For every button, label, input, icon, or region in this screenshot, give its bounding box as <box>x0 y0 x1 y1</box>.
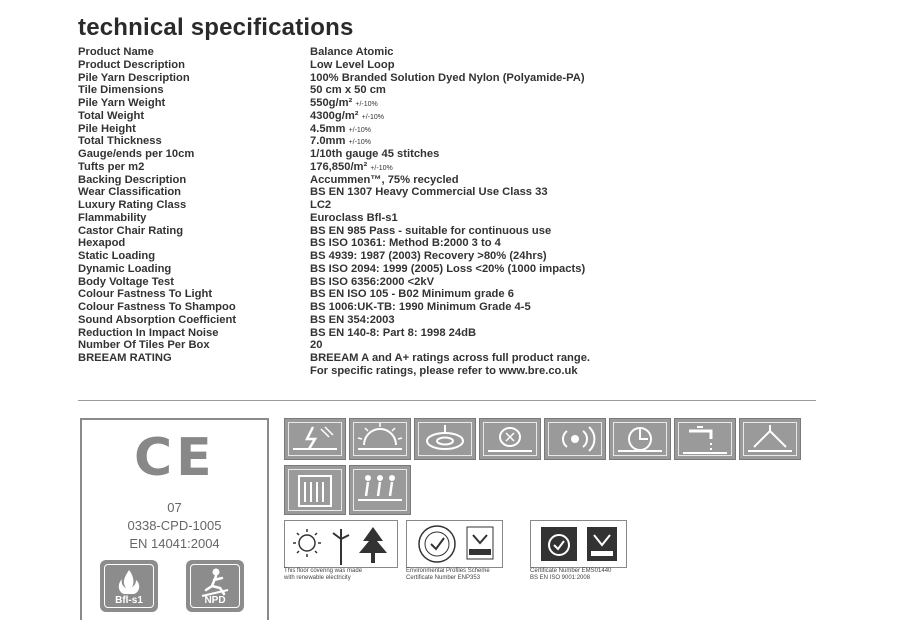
spec-row <box>78 97 818 110</box>
ce-year: 07 <box>167 500 182 515</box>
spec-value: 50 cm x 50 cm <box>310 84 386 97</box>
page-title: technical specifications <box>78 14 354 41</box>
spec-label: Pile Yarn Weight <box>78 97 166 109</box>
spec-value: 1/10th gauge 45 stitches <box>310 148 440 160</box>
spec-tolerance: +/-10% <box>348 126 371 134</box>
spec-row <box>78 250 818 263</box>
spec-row <box>78 276 818 289</box>
spec-row <box>78 288 818 301</box>
spec-value: Accummen™, 75% recycled <box>310 173 459 186</box>
spec-label: BREEAM RATING <box>78 352 172 364</box>
spec-tolerance: +/-10% <box>361 113 384 121</box>
spec-value: 176,850/m² +/-10% <box>310 160 393 173</box>
spec-value: Low Level Loop <box>310 58 395 71</box>
spec-value: LC2 <box>310 199 332 211</box>
spec-value: BS ISO 2094: 1999 (2005) Loss <20% (1000 impacts) <box>310 262 586 275</box>
spec-value: For specific ratings, please refer to www.bre.co.uk <box>310 364 578 377</box>
spec-value: BS EN ISO 105 - B02 Minimum grade 6 <box>310 288 514 301</box>
spec-label: Colour Fastness To Light <box>78 288 213 301</box>
light-fastness-icon <box>284 418 346 460</box>
spec-value: BS EN 140-8: Part 8: 1998 24dB <box>310 326 477 339</box>
spec-value: 7.0mm +/-10% <box>310 135 371 148</box>
renewable-energy-logo <box>284 520 398 568</box>
spec-value: BS EN 985 Pass - suitable for continuous use <box>310 224 552 237</box>
spec-value: Balance Atomic <box>310 46 394 58</box>
spec-row <box>78 84 818 97</box>
spec-label: Backing Description <box>78 173 187 186</box>
spec-row <box>78 186 818 199</box>
npd-label: NPD <box>204 595 226 606</box>
spec-label: Castor Chair Rating <box>78 224 184 237</box>
spec-row <box>78 339 818 352</box>
spec-row <box>78 352 818 365</box>
spec-row <box>78 110 818 123</box>
spec-label: Reduction In Impact Noise <box>78 326 219 339</box>
spec-label: Total Thickness <box>78 135 162 148</box>
environmental-profile-logo <box>406 520 503 568</box>
spec-value: 4300g/m² +/-10% <box>310 109 384 122</box>
spec-row <box>78 212 818 225</box>
spec-row <box>78 327 818 340</box>
spec-value: BREEAM A and A+ ratings across full product range. <box>310 352 591 364</box>
spec-label: Pile Yarn Description <box>78 71 190 84</box>
spec-row <box>78 225 818 238</box>
spec-label: Tile Dimensions <box>78 84 164 97</box>
spec-value: BS 4939: 1987 (2003) Recovery >80% (24hrs) <box>310 250 547 262</box>
sun-icon <box>349 418 411 460</box>
acoustic-icon <box>414 418 476 460</box>
spec-label: Number Of Tiles Per Box <box>78 339 210 352</box>
renewable-caption-2: with renewable electricity <box>284 575 351 581</box>
spec-label: Total Weight <box>78 109 145 122</box>
spec-row <box>78 199 818 212</box>
specifications-table <box>78 46 818 378</box>
spec-tolerance: +/-10% <box>370 164 393 172</box>
spec-row <box>78 123 818 136</box>
spec-label: Pile Height <box>78 122 136 135</box>
spec-label: Body Voltage Test <box>78 275 174 288</box>
spec-row <box>78 301 818 314</box>
spec-row <box>78 59 818 72</box>
spec-label: Tufts per m2 <box>78 160 145 173</box>
spec-label: Product Name <box>78 46 154 58</box>
ems-caption-2: Certificate Number ENP353 <box>406 575 481 581</box>
spec-row <box>78 135 818 148</box>
spec-value: 550g/m² +/-10% <box>310 97 378 109</box>
ce-mark: CE <box>134 428 216 488</box>
spec-label: Static Loading <box>78 250 156 262</box>
spec-row <box>78 148 818 161</box>
spec-label: Hexapod <box>78 237 126 250</box>
spec-label: Colour Fastness To Shampoo <box>78 301 236 313</box>
spec-value: BS 1006:UK-TB: 1990 Minimum Grade 4-5 <box>310 301 531 313</box>
spec-value: 20 <box>310 339 323 352</box>
spec-row <box>78 314 818 327</box>
ems-caption-1: Environmental Profiles Scheme <box>406 568 490 574</box>
renewable-caption-1: This floor covering was made <box>284 568 363 574</box>
spec-value: 4.5mm +/-10% <box>310 122 371 135</box>
npd-badge <box>186 560 244 612</box>
fire-rating-label: Bfl-s1 <box>115 595 143 606</box>
spec-value: BS EN 1307 Heavy Commercial Use Class 33 <box>310 186 548 199</box>
bsi-ukas-logo <box>530 520 627 568</box>
spec-label <box>78 365 310 378</box>
static-loading-icon <box>739 418 801 460</box>
spec-label: Luxury Rating Class <box>78 199 187 211</box>
spec-label: Product Description <box>78 58 185 71</box>
heavy-use-icon <box>349 465 411 515</box>
building-icon <box>284 465 346 515</box>
spec-value: BS EN 354:2003 <box>310 313 395 326</box>
water-tap-icon <box>674 418 736 460</box>
spec-row <box>78 46 818 59</box>
ce-certification-panel <box>80 418 269 620</box>
spec-label: Sound Absorption Coefficient <box>78 313 237 326</box>
sound-waves-icon <box>544 418 606 460</box>
spec-row <box>78 263 818 276</box>
spec-value: Euroclass Bfl-s1 <box>310 211 398 224</box>
castor-chair-icon <box>479 418 541 460</box>
spec-tolerance: +/-10% <box>348 139 371 147</box>
spec-row <box>78 237 818 250</box>
spec-row <box>78 72 818 85</box>
spec-row <box>78 365 818 378</box>
bsi-caption-1: Certificate Number EMS01440 <box>530 568 612 574</box>
spec-tolerance: +/-10% <box>355 101 378 108</box>
spec-row <box>78 174 818 187</box>
divider <box>78 400 816 401</box>
spec-value: 100% Branded Solution Dyed Nylon (Polyamide-PA) <box>310 71 585 84</box>
spec-value: BS ISO 10361: Method B:2000 3 to 4 <box>310 237 501 250</box>
dynamic-loading-icon <box>609 418 671 460</box>
fire-rating-badge <box>100 560 158 612</box>
spec-label: Gauge/ends per 10cm <box>78 148 195 160</box>
bsi-caption-2: BS EN ISO 9001:2008 <box>530 575 591 581</box>
spec-label: Flammability <box>78 211 147 224</box>
ce-standard: EN 14041:2004 <box>129 536 220 551</box>
spec-label: Dynamic Loading <box>78 262 172 275</box>
spec-row <box>78 161 818 174</box>
spec-label: Wear Classification <box>78 186 182 199</box>
spec-value: BS ISO 6356:2000 <2kV <box>310 275 435 288</box>
ce-certificate-code: 0338-CPD-1005 <box>127 518 222 533</box>
